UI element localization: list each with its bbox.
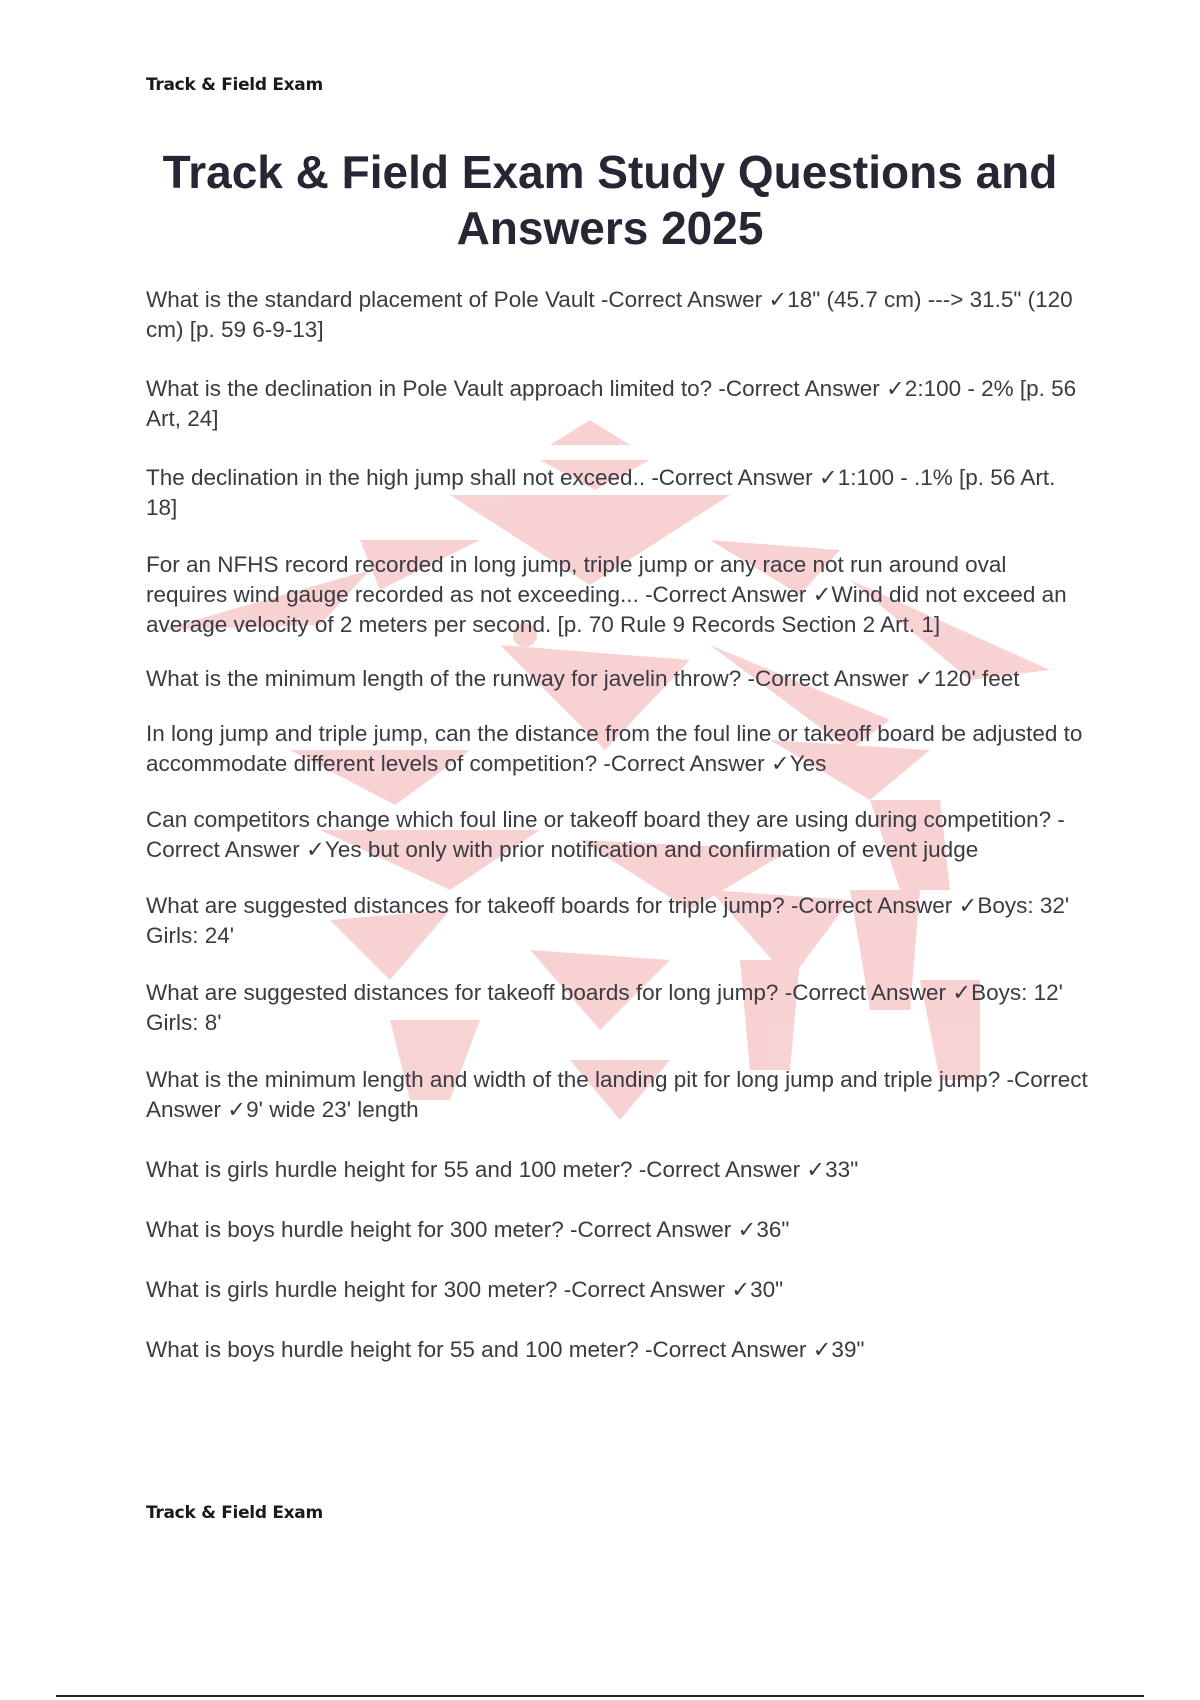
page-title: Track & Field Exam Study Questions and Answers 2025 [162, 146, 1058, 254]
qa-item-5: What is the minimum length of the runway for javelin throw? -Correct Answer ✓120' feet [146, 666, 1020, 691]
qa-item-10: What is the minimum length and width of the landing pit for long jump and triple jump? -Correct Answer ✓9' wide 23' length [146, 1067, 1088, 1122]
qa-item-2: What is the declination in Pole Vault approach limited to? -Correct Answer ✓2:100 - 2% [p. 56 Art, 24] [146, 376, 1077, 431]
running-header: Track & Field Exam [146, 75, 323, 95]
page-bottom-divider [56, 1695, 1144, 1697]
qa-list [146, 285, 1091, 1365]
qa-item-6: In long jump and triple jump, can the distance from the foul line or takeoff board be adjusted to accommodate different levels of competition? -Correct Answer ✓Yes [146, 721, 1083, 776]
running-footer: Track & Field Exam [146, 1503, 323, 1523]
qa-item-9: What are suggested distances for takeoff boards for long jump? -Correct Answer ✓Boys: 12' Girls: 8' [146, 980, 1063, 1035]
qa-item-3: The declination in the high jump shall not exceed.. -Correct Answer ✓1:100 - .1% [p. 56 Art. 18] [146, 465, 1056, 520]
qa-item-4: For an NFHS record recorded in long jump, triple jump or any race not run around oval requires wind gauge recorded as not exceeding... -Correct Answer ✓Wind did not exceed an average velocity of 2 meters per second. [p. 70 Rule 9 Records Section 2 Art. 1] [146, 552, 1067, 637]
qa-item-12: What is boys hurdle height for 300 meter? -Correct Answer ✓36" [146, 1217, 790, 1242]
qa-item-7: Can competitors change which foul line or takeoff board they are using during competition? -Correct Answer ✓Yes but only with prior notification and confirmation of event judge [146, 807, 1065, 862]
qa-item-1: What is the standard placement of Pole Vault -Correct Answer ✓18" (45.7 cm) ---> 31.5" (120 cm) [p. 59 6-9-13] [146, 287, 1073, 342]
qa-item-8: What are suggested distances for takeoff boards for triple jump? -Correct Answer ✓Boys: 32' Girls: 24' [146, 893, 1070, 948]
qa-item-11: What is girls hurdle height for 55 and 100 meter? -Correct Answer ✓33" [146, 1157, 859, 1182]
qa-item-13: What is girls hurdle height for 300 meter? -Correct Answer ✓30" [146, 1277, 784, 1302]
qa-item-14: What is boys hurdle height for 55 and 100 meter? -Correct Answer ✓39" [146, 1337, 865, 1362]
